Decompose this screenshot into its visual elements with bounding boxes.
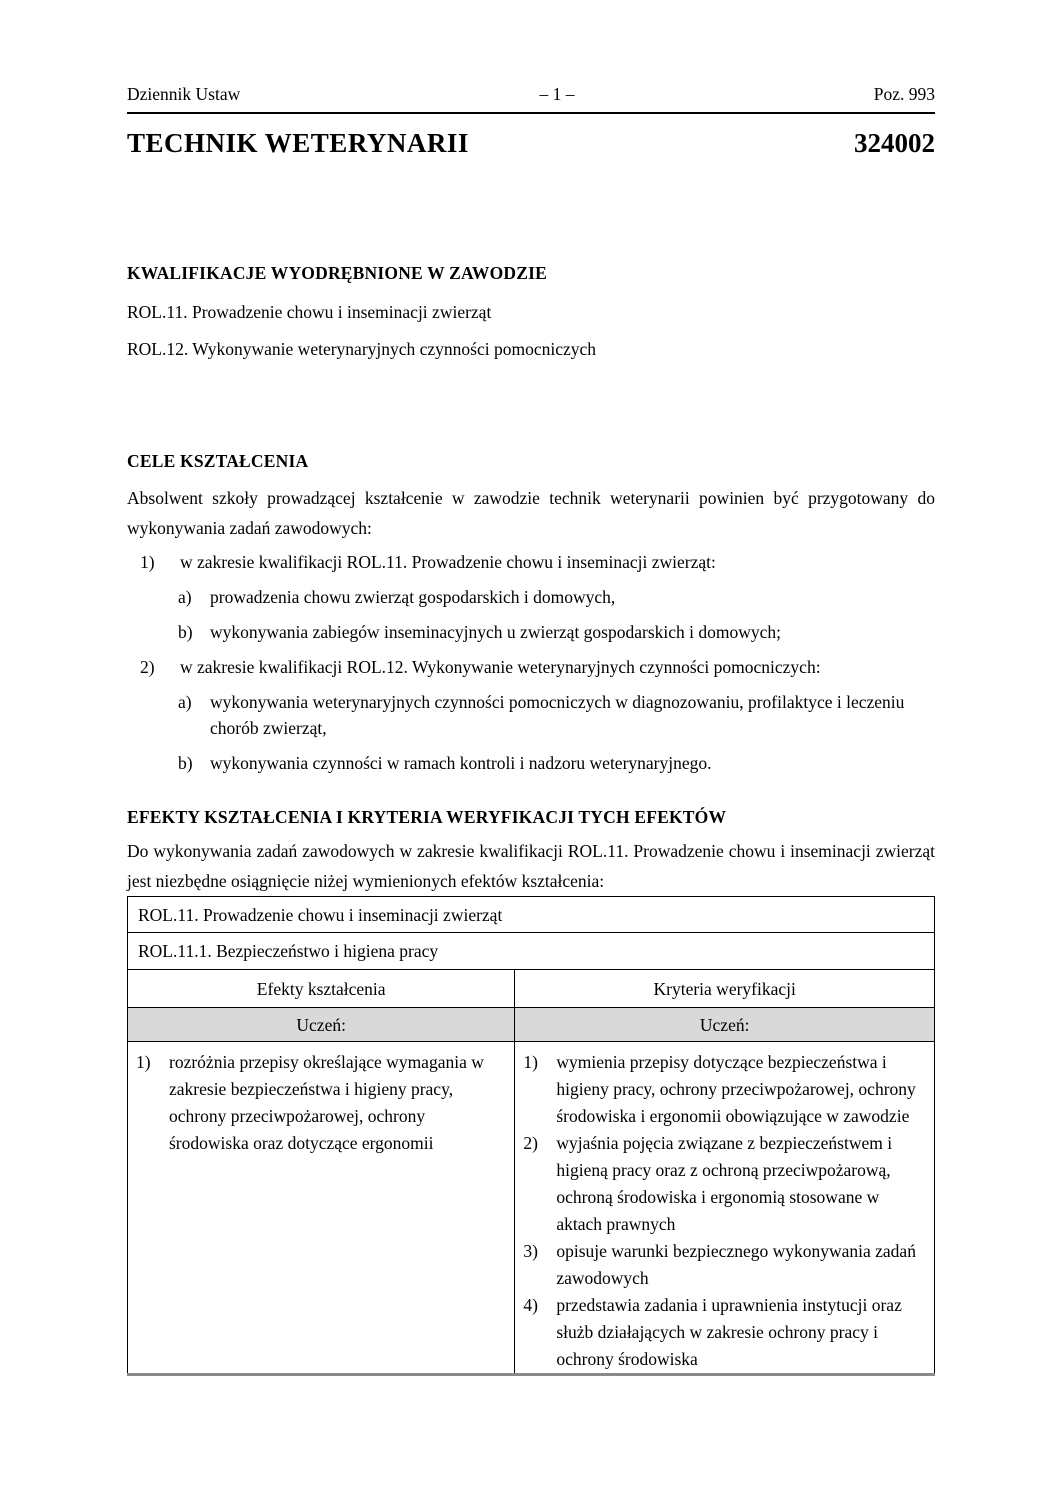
student-label-criteria: Uczeń: — [515, 1008, 935, 1042]
section-effects — [127, 806, 935, 896]
list-marker: 1) — [140, 552, 155, 572]
criterion-item-text: wymienia przepisy dotyczące bezpieczeństwa i higieny pracy, ochrony przeciwpożarowej, ochrony środowiska i ergonomii obowiązujące w zawodzie — [556, 1052, 916, 1126]
goal-subitem — [127, 619, 935, 645]
table-row — [128, 970, 935, 1008]
position-number: Poz. 993 — [873, 84, 935, 104]
list-marker: b) — [178, 622, 193, 642]
table-row — [128, 897, 935, 933]
journal-name: Dziennik Ustaw — [127, 84, 241, 104]
effects-heading: EFEKTY KSZTAŁCENIA I KRYTERIA WERYFIKACJI TYCH EFEKTÓW — [127, 807, 727, 827]
page-number: – 1 – — [539, 84, 575, 104]
page-header — [127, 84, 935, 105]
column-header-criteria: Kryteria weryfikacji — [515, 970, 935, 1008]
list-marker: 3) — [523, 1241, 538, 1261]
criterion-item-text: wyjaśnia pojęcia związane z bezpieczeństwem i higieną pracy oraz z ochroną przeciwpożarową, ochroną środowiska i ergonomią stosowane w aktach prawnych — [556, 1133, 893, 1234]
goal-subitem-text: wykonywania weterynaryjnych czynności pomocniczych w diagnozowaniu, profilaktyce i leczeniu chorób zwierząt, — [210, 692, 905, 738]
list-marker: 1) — [523, 1052, 538, 1072]
goal-subitem-text: wykonywania zabiegów inseminacyjnych u zwierząt gospodarskich i domowych; — [210, 622, 782, 642]
goal-subitem-text: prowadzenia chowu zwierząt gospodarskich i domowych, — [210, 587, 616, 607]
list-marker: 4) — [523, 1295, 538, 1315]
table-qualification-header: ROL.11. Prowadzenie chowu i inseminacji zwierząt — [128, 897, 935, 933]
goals-heading: CELE KSZTAŁCENIA — [127, 451, 309, 471]
profession-title: TECHNIK WETERYNARII — [127, 128, 469, 158]
criterion-item — [523, 1049, 928, 1130]
student-label-effects: Uczeń: — [128, 1008, 515, 1042]
goal-item — [127, 654, 935, 680]
goal-subitem-text: wykonywania czynności w ramach kontroli i nadzoru weterynaryjnego. — [210, 753, 712, 773]
criterion-item-text: opisuje warunki bezpiecznego wykonywania zadań zawodowych — [556, 1241, 916, 1288]
goal-subitem — [127, 689, 935, 741]
goal-subitem — [127, 750, 935, 776]
list-marker: a) — [178, 692, 192, 712]
table-unit-header: ROL.11.1. Bezpieczeństwo i higiena pracy — [128, 933, 935, 970]
list-marker: a) — [178, 587, 192, 607]
table-row — [128, 933, 935, 970]
criterion-item-text: przedstawia zadania i uprawnienia instytucji oraz służb działających w zakresie ochrony pracy i ochrony środowiska — [556, 1295, 902, 1369]
table-row — [128, 1008, 935, 1042]
criterion-item — [523, 1130, 928, 1238]
effect-item-text: rozróżnia przepisy określające wymagania w zakresie bezpieczeństwa i higieny pracy, ochrony przeciwpożarowej, ochrony środowiska oraz dotyczące ergonomii — [169, 1052, 484, 1153]
list-marker: 2) — [523, 1133, 538, 1153]
section-goals — [127, 450, 935, 776]
goal-item — [127, 549, 935, 575]
header-divider — [127, 112, 935, 114]
effects-intro: Do wykonywania zadań zawodowych w zakresie kwalifikacji ROL.11. Prowadzenie chowu i inseminacji zwierząt jest niezbędne osiągnięcie niżej wymienionych efektów kształcenia: — [127, 841, 935, 891]
list-marker: 1) — [136, 1052, 151, 1072]
criterion-item — [523, 1238, 928, 1292]
profession-code: 324002 — [854, 128, 935, 158]
effects-table — [127, 896, 935, 1376]
column-header-effects: Efekty kształcenia — [128, 970, 515, 1008]
section-qualifications — [127, 262, 935, 360]
effect-item — [136, 1049, 508, 1157]
qualifications-heading: KWALIFIKACJE WYODRĘBNIONE W ZAWODZIE — [127, 263, 547, 283]
table-row — [128, 1042, 935, 1375]
criterion-item — [523, 1292, 928, 1373]
effects-cell — [128, 1042, 515, 1375]
list-marker: b) — [178, 753, 193, 773]
goal-item-text: w zakresie kwalifikacji ROL.12. Wykonywanie weterynaryjnych czynności pomocniczych: — [180, 657, 821, 677]
goal-subitem — [127, 584, 935, 610]
qualification-item: ROL.12. Wykonywanie weterynaryjnych czynności pomocniczych — [127, 339, 597, 359]
goal-item-text: w zakresie kwalifikacji ROL.11. Prowadzenie chowu i inseminacji zwierząt: — [180, 552, 716, 572]
qualification-item: ROL.11. Prowadzenie chowu i inseminacji zwierząt — [127, 302, 492, 322]
title-row — [127, 127, 935, 159]
goals-intro: Absolwent szkoły prowadzącej kształcenie w zawodzie technik weterynarii powinien być przygotowany do wykonywania zadań zawodowych: — [127, 488, 935, 538]
list-marker: 2) — [140, 657, 155, 677]
criteria-cell — [515, 1042, 935, 1375]
